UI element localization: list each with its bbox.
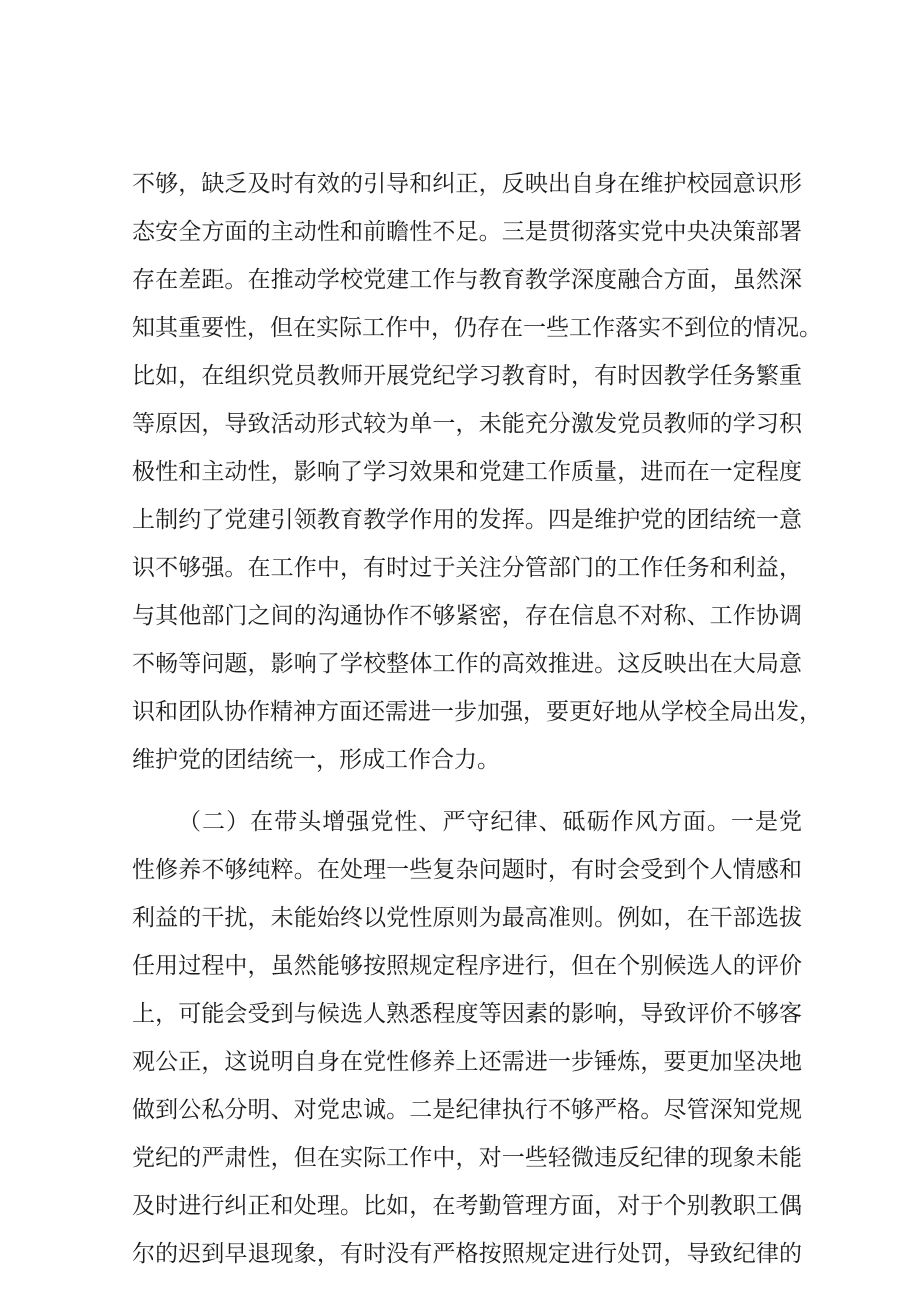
text-line: 识不够强。在工作中，有时过于关注分管部门的工作任务和利益，: [132, 555, 802, 581]
text-line: 观公正，这说明自身在党性修养上还需进一步锤炼，要更加坚决地: [132, 1049, 802, 1075]
text-line: 上，可能会受到与候选人熟悉程度等因素的影响，导致评价不够客: [132, 1001, 802, 1027]
text-line: 尔的迟到早退现象，有时没有严格按照规定进行处罚，导致纪律的: [132, 1241, 802, 1267]
text-line: 及时进行纠正和处理。比如，在考勤管理方面，对于个别教职工偶: [132, 1193, 802, 1219]
paragraph-2: [132, 798, 802, 1278]
text-line: 等原因，导致活动形式较为单一，未能充分激发党员教师的学习积: [132, 411, 802, 437]
text-line: 存在差距。在推动学校党建工作与教育教学深度融合方面，虽然深: [132, 267, 802, 293]
text-line: 知其重要性，但在实际工作中，仍存在一些工作落实不到位的情况。: [132, 315, 822, 341]
text-line: 与其他部门之间的沟通协作不够紧密，存在信息不对称、工作协调: [132, 603, 802, 629]
paragraph-gap: [132, 784, 802, 798]
text-line: 态安全方面的主动性和前瞻性不足。三是贯彻落实党中央决策部署: [132, 219, 802, 245]
text-line: 党纪的严肃性，但在实际工作中，对一些轻微违反纪律的现象未能: [132, 1145, 802, 1171]
text-line: 比如，在组织党员教师开展党纪学习教育时，有时因教学任务繁重: [132, 363, 802, 389]
section-heading-line: （二）在带头增强党性、严守纪律、砥砺作风方面。一是党: [178, 809, 802, 835]
paragraph-1: [132, 160, 822, 784]
text-line: 上制约了党建引领教育教学作用的发挥。四是维护党的团结统一意: [132, 507, 802, 533]
text-line: 任用过程中，虽然能够按照规定程序进行，但在个别候选人的评价: [132, 953, 802, 979]
text-line: 识和团队协作精神方面还需进一步加强，要更好地从学校全局出发，: [132, 699, 822, 725]
text-line: 性修养不够纯粹。在处理一些复杂问题时，有时会受到个人情感和: [132, 857, 802, 883]
text-line: 做到公私分明、对党忠诚。二是纪律执行不够严格。尽管深知党规: [132, 1097, 802, 1123]
document-body: [132, 160, 822, 1278]
text-line: 维护党的团结统一，形成工作合力。: [132, 747, 500, 773]
text-line: 不畅等问题，影响了学校整体工作的高效推进。这反映出在大局意: [132, 651, 802, 677]
text-line: 极性和主动性，影响了学习效果和党建工作质量，进而在一定程度: [132, 459, 802, 485]
text-line: 利益的干扰，未能始终以党性原则为最高准则。例如，在干部选拔: [132, 905, 802, 931]
text-line: 不够，缺乏及时有效的引导和纠正，反映出自身在维护校园意识形: [132, 171, 802, 197]
